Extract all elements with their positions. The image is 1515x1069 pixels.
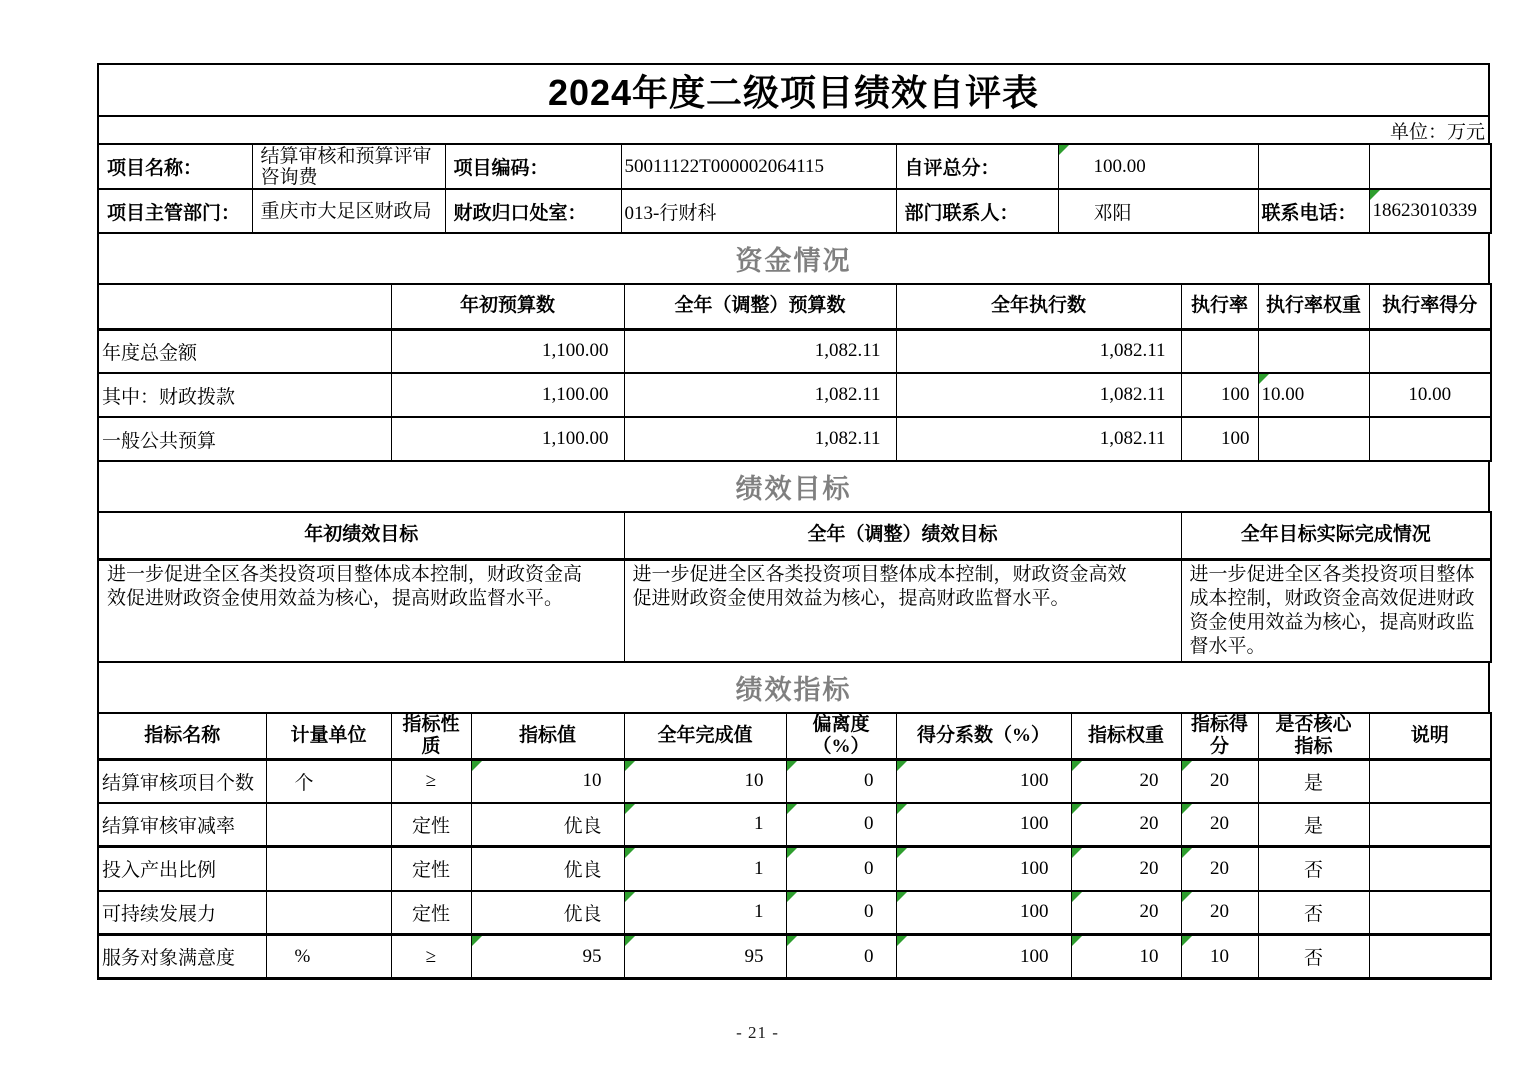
error-triangle-icon	[1370, 190, 1380, 200]
funding-value-cell: 1,082.11	[624, 417, 896, 461]
info-empty-cell	[1258, 144, 1369, 189]
info-label-cell: 项目名称：	[98, 144, 252, 189]
funding-value-cell: 100	[1181, 373, 1258, 417]
error-triangle-icon	[472, 761, 482, 771]
indicator-note-cell	[1369, 760, 1491, 803]
indicators-table	[97, 712, 1492, 981]
title-row	[97, 63, 1490, 117]
info-label-cell: 项目主管部门：	[98, 189, 252, 233]
funding-header-cell: 执行率得分	[1369, 284, 1491, 329]
error-triangle-icon	[897, 892, 907, 902]
funding-value-cell: 10.00	[1258, 373, 1369, 417]
error-triangle-icon	[625, 936, 635, 946]
funding-value-cell: 1,100.00	[391, 417, 624, 461]
funding-header-cell: 执行率权重	[1258, 284, 1369, 329]
indicator-coef-cell: 100	[896, 760, 1071, 803]
info-label-cell: 联系电话：	[1258, 189, 1369, 233]
funding-value-cell: 1,082.11	[896, 373, 1181, 417]
indicator-coef-cell: 100	[896, 935, 1071, 979]
error-triangle-icon	[1182, 804, 1192, 814]
indicator-score-cell: 20	[1181, 760, 1258, 803]
error-triangle-icon	[787, 761, 797, 771]
error-triangle-icon	[625, 761, 635, 771]
info-value-cell: 50011122T000002064115	[621, 144, 896, 189]
indicator-header-cell: 指标值	[471, 713, 624, 760]
indicator-unit-cell: %	[266, 935, 391, 979]
table-row	[98, 847, 1491, 891]
indicator-unit-cell: 个	[266, 760, 391, 803]
funding-value-cell: 10.00	[1369, 373, 1491, 417]
indicator-target-cell: 优良	[471, 891, 624, 935]
info-label-cell: 部门联系人：	[896, 189, 1058, 233]
indicator-actual-cell: 95	[624, 935, 786, 979]
indicator-unit-cell	[266, 891, 391, 935]
indicator-header-cell: 说明	[1369, 713, 1491, 760]
table-row	[98, 891, 1491, 935]
table-row	[98, 935, 1491, 979]
indicator-name-cell: 服务对象满意度	[98, 935, 266, 979]
indicator-core-cell: 否	[1258, 935, 1369, 979]
indicator-name-cell: 投入产出比例	[98, 847, 266, 891]
page-title: 2024年度二级项目绩效自评表	[547, 71, 1040, 113]
unit-note-row	[97, 117, 1490, 143]
error-triangle-icon	[787, 892, 797, 902]
error-triangle-icon	[897, 761, 907, 771]
indicator-weight-cell: 20	[1071, 847, 1181, 891]
error-triangle-icon	[897, 848, 907, 858]
goals-table	[97, 511, 1492, 663]
indicator-coef-cell: 100	[896, 847, 1071, 891]
info-empty-cell	[1369, 144, 1491, 189]
funding-value-cell	[1181, 329, 1258, 373]
indicator-header-cell: 指标得分	[1181, 713, 1258, 760]
indicator-nature-cell: ≥	[391, 760, 471, 803]
indicator-header-cell: 指标性质	[391, 713, 471, 760]
funding-header-cell: 执行率	[1181, 284, 1258, 329]
table-row	[98, 512, 1491, 559]
unit-note: 单位：万元	[1389, 121, 1485, 143]
indicator-header-cell: 指标权重	[1071, 713, 1181, 760]
table-row	[98, 713, 1491, 760]
error-triangle-icon	[472, 936, 482, 946]
indicator-unit-cell	[266, 847, 391, 891]
indicator-header-cell: 指标名称	[98, 713, 266, 760]
funding-value-cell: 1,100.00	[391, 329, 624, 373]
funding-value-cell	[1369, 417, 1491, 461]
error-triangle-icon	[787, 848, 797, 858]
indicator-score-cell: 20	[1181, 803, 1258, 847]
funding-header-cell: 全年（调整）预算数	[624, 284, 896, 329]
indicator-deviation-cell: 0	[786, 760, 896, 803]
table-row	[98, 189, 1491, 233]
info-label-cell: 自评总分：	[896, 144, 1058, 189]
indicator-weight-cell: 20	[1071, 803, 1181, 847]
indicator-actual-cell: 1	[624, 803, 786, 847]
goals-header-cell: 全年（调整）绩效目标	[624, 512, 1181, 559]
indicator-unit-cell	[266, 803, 391, 847]
error-triangle-icon	[1072, 761, 1082, 771]
table-row	[98, 373, 1491, 417]
error-triangle-icon	[625, 804, 635, 814]
indicator-core-cell: 否	[1258, 891, 1369, 935]
indicator-coef-cell: 100	[896, 891, 1071, 935]
info-value-cell: 结算审核和预算评审咨询费	[252, 144, 445, 189]
self-evaluation-sheet	[97, 63, 1490, 980]
indicator-header-cell: 全年完成值	[624, 713, 786, 760]
indicator-deviation-cell: 0	[786, 847, 896, 891]
indicator-name-cell: 可持续发展力	[98, 891, 266, 935]
funding-value-cell	[1258, 417, 1369, 461]
indicator-target-cell: 优良	[471, 803, 624, 847]
error-triangle-icon	[1182, 848, 1192, 858]
indicator-deviation-cell: 0	[786, 935, 896, 979]
info-label-cell: 项目编码：	[445, 144, 621, 189]
goals-header-cell: 全年目标实际完成情况	[1181, 512, 1491, 559]
funding-label-cell: 其中：财政拨款	[98, 373, 391, 417]
error-triangle-icon	[897, 936, 907, 946]
funding-value-cell: 100	[1181, 417, 1258, 461]
funding-value-cell	[1369, 329, 1491, 373]
funding-value-cell: 1,082.11	[624, 373, 896, 417]
indicator-note-cell	[1369, 891, 1491, 935]
error-triangle-icon	[1182, 936, 1192, 946]
section-banner-funding: 资金情况	[97, 234, 1490, 283]
indicator-note-cell	[1369, 803, 1491, 847]
table-row	[98, 144, 1491, 189]
project-info-table	[97, 143, 1492, 234]
info-value-cell: 100.00	[1058, 144, 1258, 189]
indicator-coef-cell: 100	[896, 803, 1071, 847]
error-triangle-icon	[1259, 374, 1269, 384]
indicator-actual-cell: 10	[624, 760, 786, 803]
error-triangle-icon	[897, 804, 907, 814]
indicator-target-cell: 优良	[471, 847, 624, 891]
indicator-weight-cell: 20	[1071, 760, 1181, 803]
indicator-target-cell: 10	[471, 760, 624, 803]
indicator-nature-cell: 定性	[391, 803, 471, 847]
indicator-header-cell: 计量单位	[266, 713, 391, 760]
indicator-actual-cell: 1	[624, 847, 786, 891]
error-triangle-icon	[1182, 761, 1192, 771]
table-row	[98, 329, 1491, 373]
funding-value-cell: 1,100.00	[391, 373, 624, 417]
table-row	[98, 803, 1491, 847]
funding-value-cell: 1,082.11	[896, 417, 1181, 461]
indicator-deviation-cell: 0	[786, 891, 896, 935]
funding-label-cell: 一般公共预算	[98, 417, 391, 461]
indicator-header-cell: 偏离度（%）	[786, 713, 896, 760]
indicator-core-cell: 否	[1258, 847, 1369, 891]
funding-header-cell: 年初预算数	[391, 284, 624, 329]
info-value-cell: 重庆市大足区财政局	[252, 189, 445, 233]
error-triangle-icon	[1072, 936, 1082, 946]
table-row	[98, 760, 1491, 803]
indicator-note-cell	[1369, 847, 1491, 891]
info-value-cell: 18623010339	[1369, 189, 1491, 233]
table-row	[98, 284, 1491, 329]
indicator-weight-cell: 20	[1071, 891, 1181, 935]
error-triangle-icon	[625, 892, 635, 902]
funding-header-cell	[98, 284, 391, 329]
indicator-score-cell: 20	[1181, 891, 1258, 935]
indicator-header-cell: 是否核心指标	[1258, 713, 1369, 760]
indicator-core-cell: 是	[1258, 803, 1369, 847]
section-banner-goals: 绩效目标	[97, 462, 1490, 511]
funding-table	[97, 283, 1492, 462]
error-triangle-icon	[1072, 848, 1082, 858]
indicator-deviation-cell: 0	[786, 803, 896, 847]
error-triangle-icon	[1072, 804, 1082, 814]
goals-text-cell: 进一步促进全区各类投资项目整体成本控制，财政资金高效促进财政资金使用效益为核心，提高财政监督水平。	[624, 559, 1181, 662]
goals-header-cell: 年初绩效目标	[98, 512, 624, 559]
funding-value-cell	[1258, 329, 1369, 373]
funding-header-cell: 全年执行数	[896, 284, 1181, 329]
indicator-target-cell: 95	[471, 935, 624, 979]
indicator-score-cell: 20	[1181, 847, 1258, 891]
table-row	[98, 559, 1491, 662]
indicator-core-cell: 是	[1258, 760, 1369, 803]
indicator-actual-cell: 1	[624, 891, 786, 935]
funding-value-cell: 1,082.11	[624, 329, 896, 373]
error-triangle-icon	[625, 848, 635, 858]
error-triangle-icon	[1182, 892, 1192, 902]
error-triangle-icon	[1072, 892, 1082, 902]
goals-text-cell: 进一步促进全区各类投资项目整体成本控制，财政资金高效促进财政资金使用效益为核心，提高财政监督水平。	[1181, 559, 1491, 662]
info-value-cell: 邓阳	[1058, 189, 1258, 233]
indicator-nature-cell: ≥	[391, 935, 471, 979]
error-triangle-icon	[1059, 145, 1069, 155]
indicator-nature-cell: 定性	[391, 891, 471, 935]
indicator-name-cell: 结算审核项目个数	[98, 760, 266, 803]
funding-value-cell: 1,082.11	[896, 329, 1181, 373]
indicator-note-cell	[1369, 935, 1491, 979]
indicator-nature-cell: 定性	[391, 847, 471, 891]
funding-label-cell: 年度总金额	[98, 329, 391, 373]
section-banner-indicators: 绩效指标	[97, 663, 1490, 712]
info-value-cell: 013-行财科	[621, 189, 896, 233]
indicator-weight-cell: 10	[1071, 935, 1181, 979]
info-label-cell: 财政归口处室：	[445, 189, 621, 233]
indicator-name-cell: 结算审核审减率	[98, 803, 266, 847]
table-row	[98, 417, 1491, 461]
error-triangle-icon	[787, 804, 797, 814]
indicator-header-cell: 得分系数（%）	[896, 713, 1071, 760]
indicator-score-cell: 10	[1181, 935, 1258, 979]
error-triangle-icon	[787, 936, 797, 946]
page-number: - 21 -	[736, 1023, 779, 1042]
goals-text-cell: 进一步促进全区各类投资项目整体成本控制，财政资金高效促进财政资金使用效益为核心，提高财政监督水平。	[98, 559, 624, 662]
